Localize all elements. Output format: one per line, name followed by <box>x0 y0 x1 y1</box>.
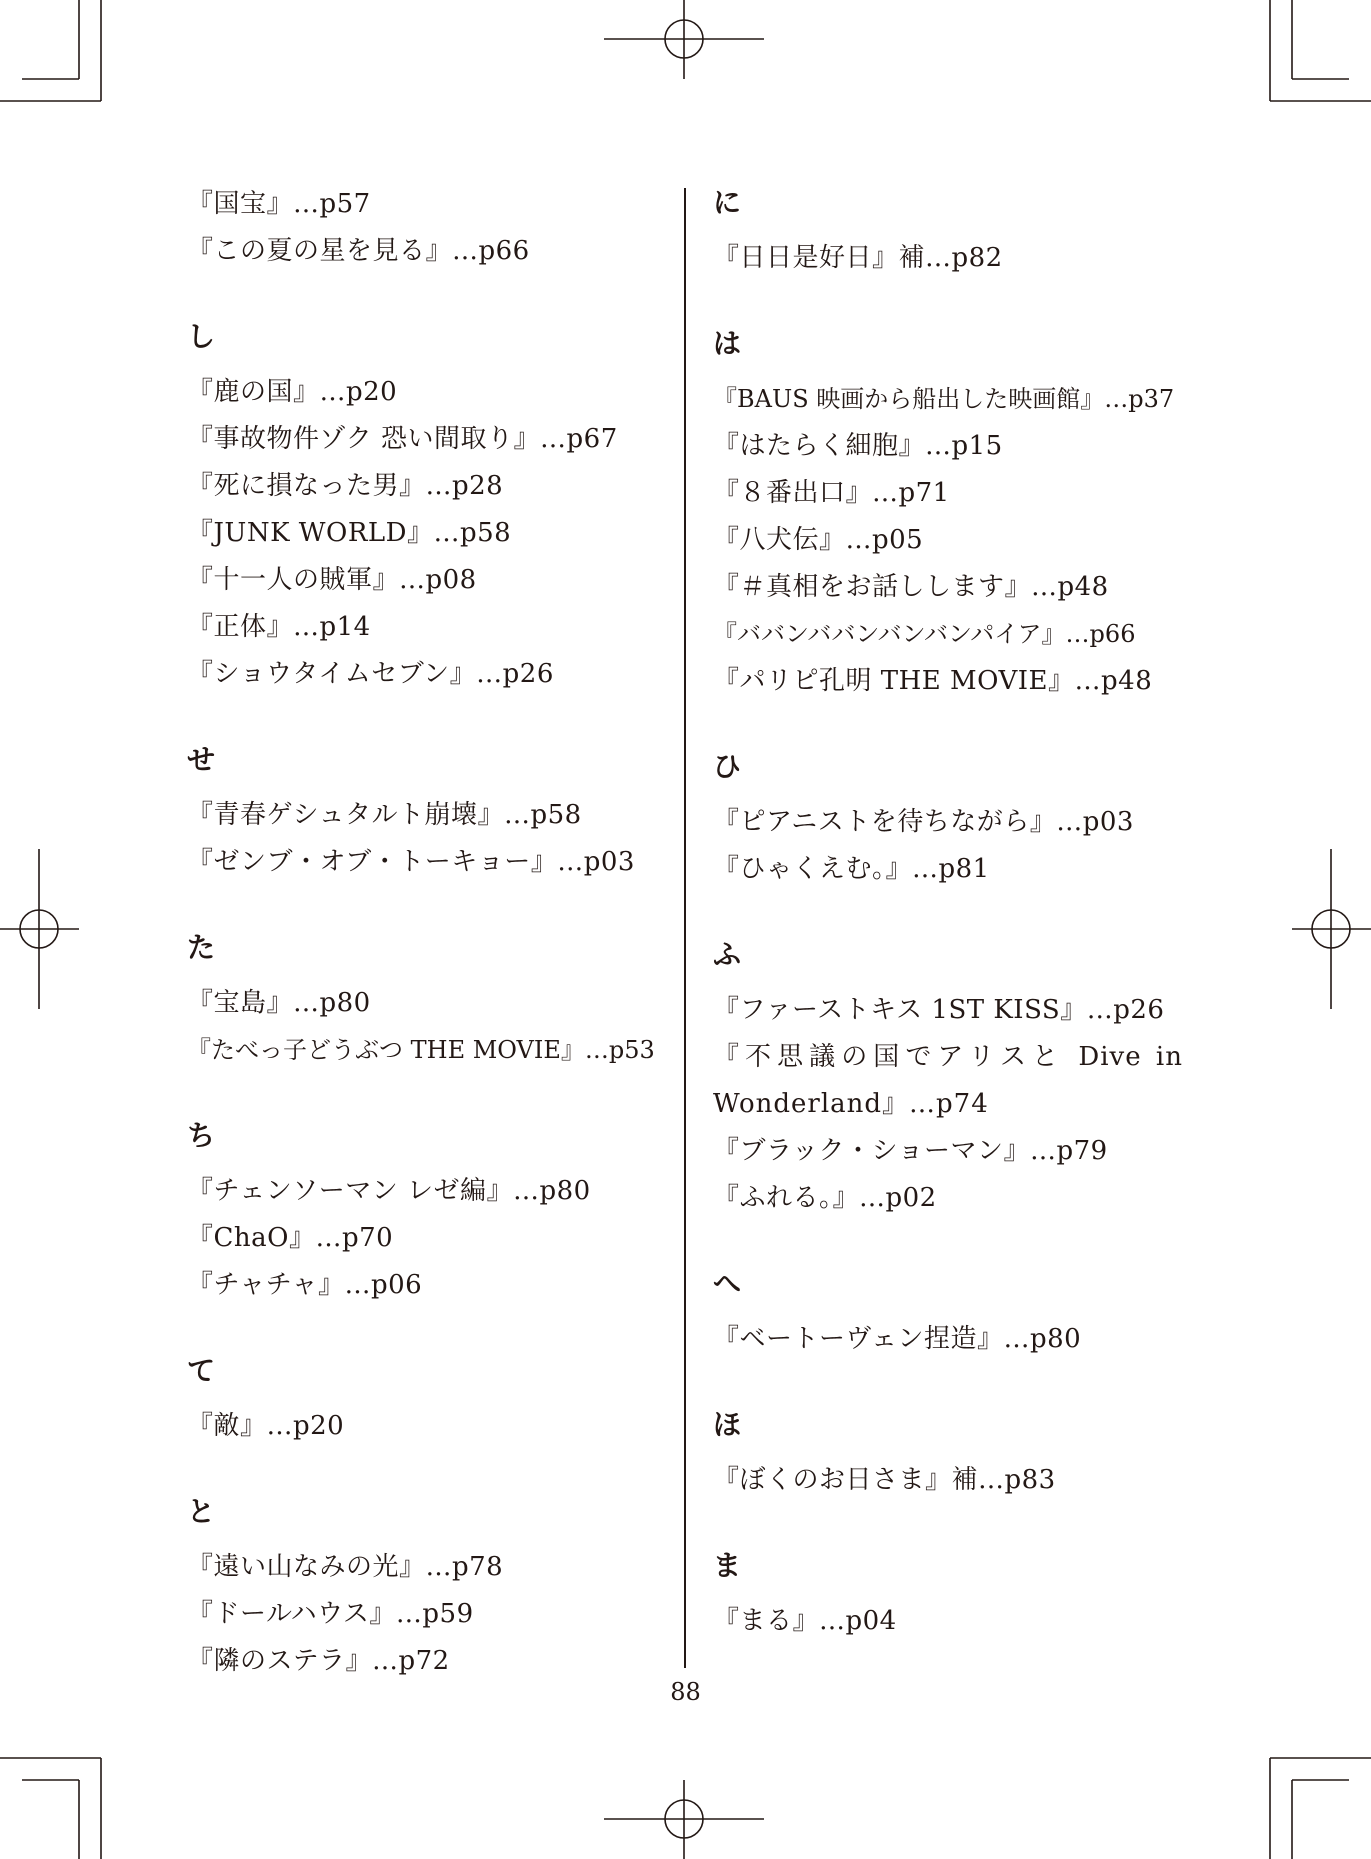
index-section-ta <box>187 933 657 1074</box>
kana-heading: ほ <box>713 1408 742 1441</box>
index-entry: 『宝島』…p80 <box>187 988 371 1018</box>
index-entry: 『事故物件ゾク 恐い間取り』…p67 <box>187 424 618 454</box>
index-section-hi <box>713 752 1183 893</box>
kana-heading: へ <box>713 1267 742 1300</box>
index-section-chi <box>187 1121 657 1309</box>
index-entry: 『隣のステラ』…p72 <box>187 1646 450 1676</box>
index-entry: 『敵』…p20 <box>187 1411 345 1441</box>
index-entry: 『八犬伝』…p05 <box>713 525 924 555</box>
index-entry: 『十一人の賊軍』…p08 <box>187 565 477 595</box>
index-section-ha <box>713 329 1183 705</box>
index-entry: 『BAUS 映画から船出した映画館』…p37 <box>713 385 1175 413</box>
kana-heading: し <box>187 320 216 353</box>
index-section-ma <box>713 1551 1183 1645</box>
index-entry: 『ババンババンバンバンパイア』…p66 <box>713 620 1136 648</box>
index-entry: 『ChaO』…p70 <box>187 1223 394 1253</box>
kana-heading: た <box>187 931 216 964</box>
index-entry: 『不思議の国でアリスと Dive in Wonderland』…p74 <box>713 1042 1183 1119</box>
index-entry: 『国宝』…p57 <box>187 189 371 219</box>
kana-heading: ま <box>713 1549 742 1582</box>
index-entry: 『日日是好日』補…p82 <box>713 243 1003 273</box>
kana-heading: ふ <box>713 938 742 971</box>
index-entry: 『＃真相をお話しします』…p48 <box>713 572 1109 602</box>
column-divider <box>684 188 686 1668</box>
kana-heading: せ <box>187 743 216 776</box>
index-entry: 『遠い山なみの光』…p78 <box>187 1552 504 1582</box>
index-column-right <box>713 188 1183 1692</box>
index-entry: 『ドールハウス』…p59 <box>187 1599 474 1629</box>
index-section-te <box>187 1356 657 1450</box>
index-entry: 『チャチャ』…p06 <box>187 1270 423 1300</box>
index-entry: 『ファーストキス 1ST KISS』…p26 <box>713 995 1165 1025</box>
index-section-shi <box>187 322 657 698</box>
index-entry: 『８番出口』…p71 <box>713 478 950 508</box>
index-entry: 『たべっ子どうぶつ THE MOVIE』…p53 <box>187 1036 655 1064</box>
index-entry: 『はたらく細胞』…p15 <box>713 431 1003 461</box>
index-entry: 『ブラック・ショーマン』…p79 <box>713 1136 1108 1166</box>
index-section-fu <box>713 940 1183 1222</box>
index-entry: 『ベートーヴェン捏造』…p80 <box>713 1324 1082 1354</box>
index-section-ni <box>713 188 1183 282</box>
kana-heading: て <box>187 1354 216 1387</box>
index-entry: 『チェンソーマン レゼ編』…p80 <box>187 1176 591 1206</box>
index-entry: 『この夏の星を見る』…p66 <box>187 236 530 266</box>
index-section-continued <box>187 181 657 275</box>
kana-heading: と <box>187 1495 216 1528</box>
index-entry: 『正体』…p14 <box>187 612 371 642</box>
index-column-left <box>187 188 657 1732</box>
kana-heading: ひ <box>713 750 742 783</box>
index-section-ho <box>713 1410 1183 1504</box>
index-entry: 『ショウタイムセブン』…p26 <box>187 659 554 689</box>
index-entry: 『鹿の国』…p20 <box>187 377 398 407</box>
index-entry: 『ぼくのお日さま』補…p83 <box>713 1465 1056 1495</box>
index-entry: 『パリピ孔明 THE MOVIE』…p48 <box>713 666 1153 696</box>
index-entry: 『死に損なった男』…p28 <box>187 471 504 501</box>
index-entry: 『ゼンブ・オブ・トーキョー』…p03 <box>187 847 635 877</box>
index-section-se <box>187 745 657 886</box>
index-entry: 『ふれる。』…p02 <box>713 1183 937 1213</box>
kana-heading: に <box>713 186 742 219</box>
index-section-he <box>713 1269 1183 1363</box>
index-section-to <box>187 1497 657 1685</box>
page-number: 88 <box>670 1678 701 1706</box>
kana-heading: は <box>713 327 742 360</box>
index-entry: 『ひゃくえむ。』…p81 <box>713 854 990 884</box>
kana-heading: ち <box>187 1119 216 1152</box>
index-entry: 『まる』…p04 <box>713 1606 897 1636</box>
index-entry: 『JUNK WORLD』…p58 <box>187 518 512 548</box>
index-entry: 『ピアニストを待ちながら』…p03 <box>713 807 1134 837</box>
index-entry: 『青春ゲシュタルト崩壊』…p58 <box>187 800 582 830</box>
